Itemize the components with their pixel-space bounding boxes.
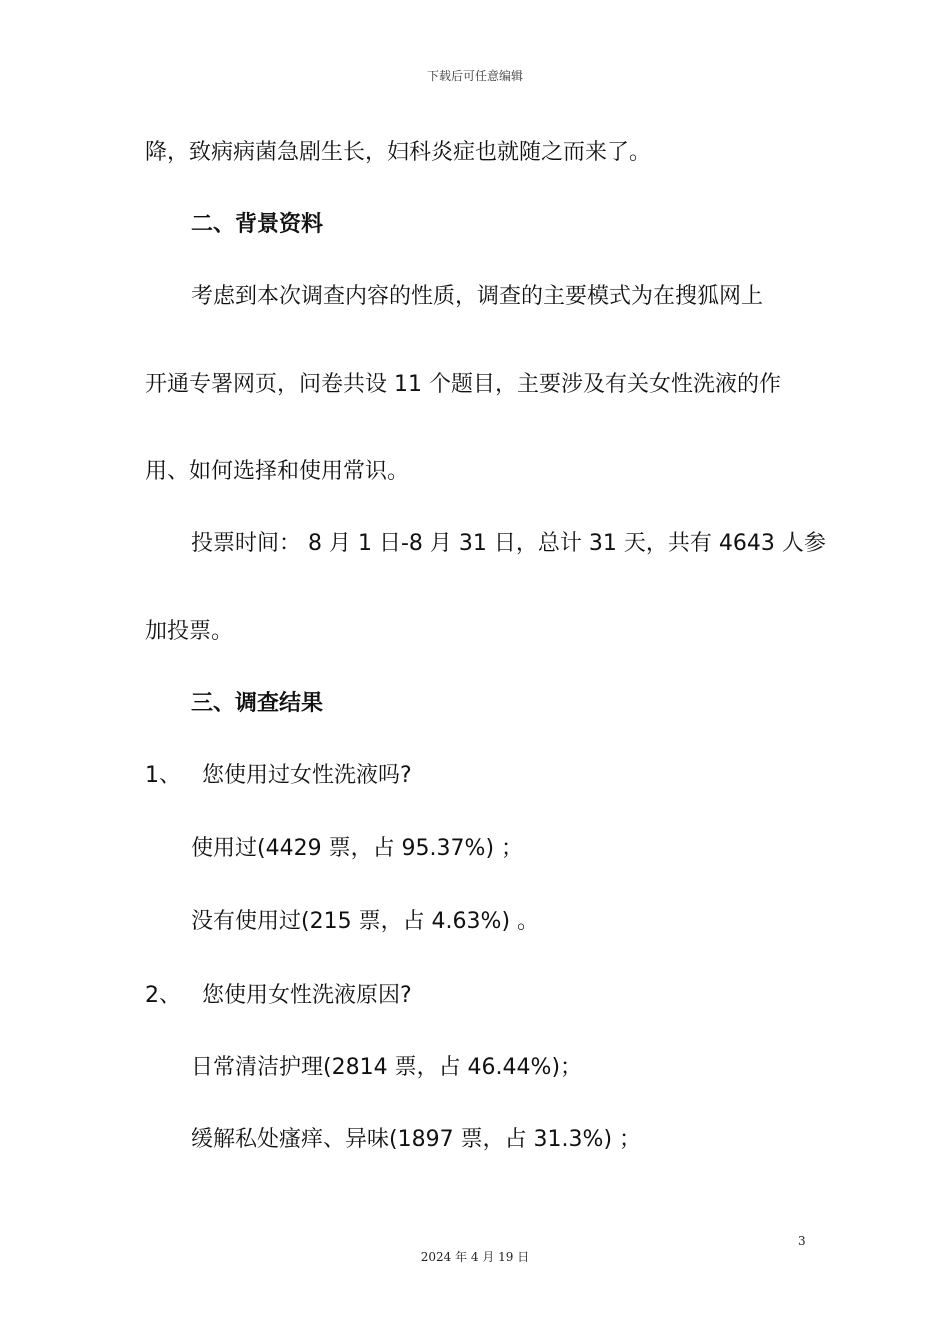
question-2 [145, 983, 412, 1009]
paragraph-line: 考虑到本次调查内容的性质，调查的主要模式为在搜狐网上 [191, 284, 764, 309]
paragraph-line: 投票时间： 8 月 1 日-8 月 31 日，总计 31 天，共有 4643 人参 [191, 531, 826, 556]
answer-line: 没有使用过(215 票，占 4.63%) 。 [191, 909, 540, 934]
answer-line: 缓解私处瘙痒、异味(1897 票，占 31.3%) ； [191, 1127, 642, 1152]
paragraph-line: 加投票。 [145, 619, 234, 644]
answer-line: 日常清洁护理(2814 票，占 46.44%)； [191, 1055, 583, 1080]
question-text: 您使用过女性洗液吗? [202, 763, 412, 788]
section-heading-results: 三、调查结果 [191, 691, 324, 716]
section-heading-background: 二、背景资料 [191, 212, 324, 237]
answer-line: 使用过(4429 票，占 95.37%) ； [191, 836, 524, 861]
question-1 [145, 763, 412, 789]
footer-date: 2024 年 4 月 19 日 [420, 1250, 530, 1264]
paragraph-line: 用、如何选择和使用常识。 [145, 459, 410, 484]
header-note: 下载后可任意编辑 [426, 69, 523, 83]
question-text: 您使用女性洗液原因? [202, 983, 412, 1008]
paragraph-line: 降，致病病菌急剧生长，妇科炎症也就随之而来了。 [145, 140, 652, 165]
paragraph-line: 开通专署网页，问卷共设 11 个题目，主要涉及有关女性洗液的作 [145, 372, 781, 397]
question-number: 2、 [145, 983, 181, 1008]
question-number: 1、 [145, 763, 181, 788]
page-number: 3 [798, 1234, 806, 1248]
